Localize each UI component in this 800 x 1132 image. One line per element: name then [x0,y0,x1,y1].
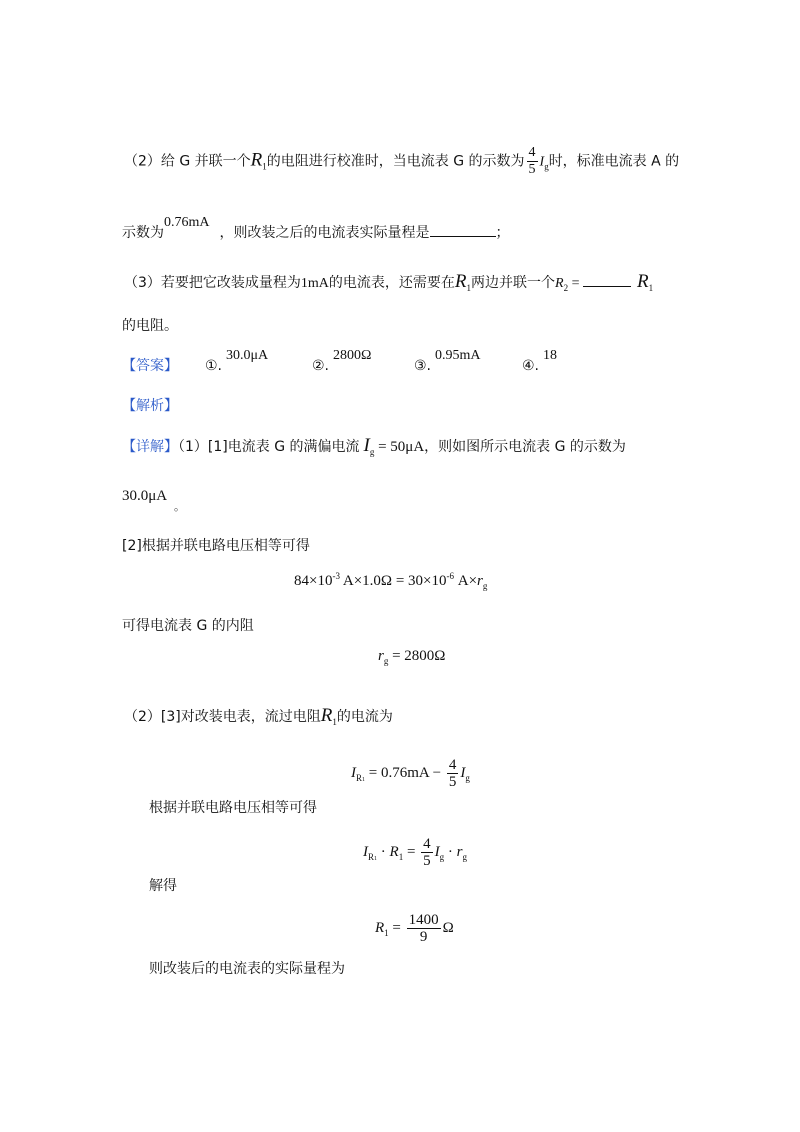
detail-p5: 根据并联电路电压相等可得 [149,800,317,816]
eq4-equals: = [403,843,420,860]
answer-num-2: ②. [312,358,330,374]
equation-internal-resistance [378,647,445,670]
eq2-r-sub: g [383,656,389,666]
eq1-part-b: A×1.0Ω = 30×10 [339,573,447,589]
q3-range: 1mA [300,276,329,291]
eq4-r-sub: 1 [398,851,404,862]
q2-value: 0.76mA [164,215,210,230]
eq4-i-symbol: I [363,843,368,860]
eq4-rg-symbol: r [456,843,463,860]
detail-p1-pre: （1）[1]电流表 G 的满偏电流 [178,439,360,455]
r1-subscript-q3b: 1 [648,283,654,293]
r1-symbol: R [250,149,263,171]
eq1-r-symbol: r [477,573,483,589]
detail-p7: 则改装后的电流表的实际量程为 [149,961,345,977]
answer-item-2 [312,348,372,376]
analysis-label: 【解析】 [122,398,178,414]
answer-num-3: ③. [414,358,432,374]
fraction-4-5 [527,145,538,178]
detail-label: 【详解】 [122,439,178,455]
equation-voltage-balance [294,567,487,595]
ig-symbol: I [539,154,545,170]
eq5-fraction [407,912,441,945]
answer-num-1: ①. [205,358,223,374]
detail-p3: 可得电流表 G 的内阻 [122,618,254,634]
eq3-ig-symbol: I [460,764,466,781]
ig-value: = 50μA [374,439,425,455]
detail-p4-pre: （2）[3]对改装电表，流过电阻 [124,709,321,725]
answer-item-1 [205,348,269,376]
equation-current-r1 [351,757,470,790]
detail-p4 [124,707,393,731]
frac-num: 4 [528,145,536,160]
eq3-ig-sub: g [465,772,470,783]
r2-subscript: 2 [563,283,569,293]
eq4-rg-sub: g [462,851,467,862]
equation-r1-result [375,912,454,945]
eq5-unit: Ω [442,919,454,936]
eq3-fraction [447,757,459,790]
eq4-fraction [421,836,433,869]
detail-p4-post: 的电流为 [336,709,393,725]
r2-symbol: R [555,276,564,291]
q2-line2 [122,215,510,243]
q3-pre: （3）若要把它改装成量程为 [124,275,301,291]
q2-mid: 的电阻进行校准时，当电流表 G 的示数为 [266,153,525,170]
eq5-equals: = [388,919,405,936]
eq3-den: 5 [448,774,457,790]
detail-line1 [122,437,626,461]
answer-num-4: ④. [522,358,540,374]
eq2-value: = 2800Ω [388,648,446,664]
eq5-num: 1400 [408,912,439,928]
eq4-i-sub: R [368,851,375,862]
q3-line2: 的电阻。 [122,318,178,334]
answer-val-2: 2800Ω [333,348,372,363]
ig-subscript-detail: g [369,447,375,457]
detail-period: 。 [174,500,185,513]
q2-pre: （2）给 G 并联一个 [124,153,251,170]
q2-line2-pre: 示数为 [122,225,164,241]
answer-blank-2[interactable] [583,272,631,287]
eq2-r-symbol: r [378,648,384,664]
eq3-mid: = 0.76mA − [365,764,445,781]
ig-symbol-detail: I [363,435,370,456]
eq1-r-sub: g [482,581,488,591]
p4-r-symbol: R [320,705,333,726]
eq1-exp-1: -3 [332,571,340,581]
eq1-part-c: A× [454,573,478,589]
eq1-part-a: 84×10 [294,573,333,589]
r1-subscript: 1 [262,161,267,172]
answer-val-4: 18 [543,348,558,363]
eq4-r-symbol: R [389,843,399,860]
eq4-dot-2: · [444,843,457,860]
detail-p2: [2]根据并联电路电压相等可得 [122,538,310,554]
q2-line1 [124,145,679,178]
q2-line2-end: ； [495,225,510,241]
frac-den: 5 [528,162,536,177]
eq4-den: 5 [423,853,431,869]
eq3-num: 4 [448,757,457,773]
eq4-ig-sub: g [439,851,445,862]
q2-post: 时，标准电流表 A 的 [548,153,680,170]
ig-subscript: g [544,161,549,172]
answer-val-1: 30.0μA [226,348,269,363]
eq5-r-symbol: R [375,919,385,936]
r1-symbol-q3: R [454,271,467,292]
eq4-num: 4 [423,836,431,852]
eq4-ig-symbol: I [434,843,440,860]
q3-line1 [124,272,653,297]
eq3-i-sub2: 1 [362,776,366,783]
detail-p1-post: ，则如图所示电流表 G 的示数为 [424,439,626,455]
answer-val-3: 0.95mA [435,348,481,363]
eq1-exp-2: -6 [446,571,454,581]
answer-blank-1[interactable] [430,222,496,237]
answer-label: 【答案】 [122,358,178,374]
r1-subscript-q3: 1 [466,283,472,293]
eq3-i-sub: R [356,772,363,783]
r1-symbol-q3b: R [637,271,649,292]
eq5-r-sub: 1 [384,927,389,938]
eq5-den: 9 [419,929,428,945]
q3-mid2: 两边并联一个 [471,275,556,291]
answer-item-4 [522,348,558,376]
equation-parallel-voltage [363,836,467,869]
answer-item-3 [414,348,481,376]
detail-p6: 解得 [149,878,177,894]
detail-value: 30.0μA [122,488,168,504]
eq3-i-symbol: I [351,764,356,781]
equals-sign: = [568,276,583,291]
eq4-i-sub2: 1 [374,855,378,862]
q3-mid: 的电流表，还需要在 [328,275,455,291]
p4-r-sub: 1 [332,717,337,727]
eq4-dot-1: · [377,843,390,860]
q2-line2-post: ，则改装之后的电流表实际量程是 [219,225,430,241]
